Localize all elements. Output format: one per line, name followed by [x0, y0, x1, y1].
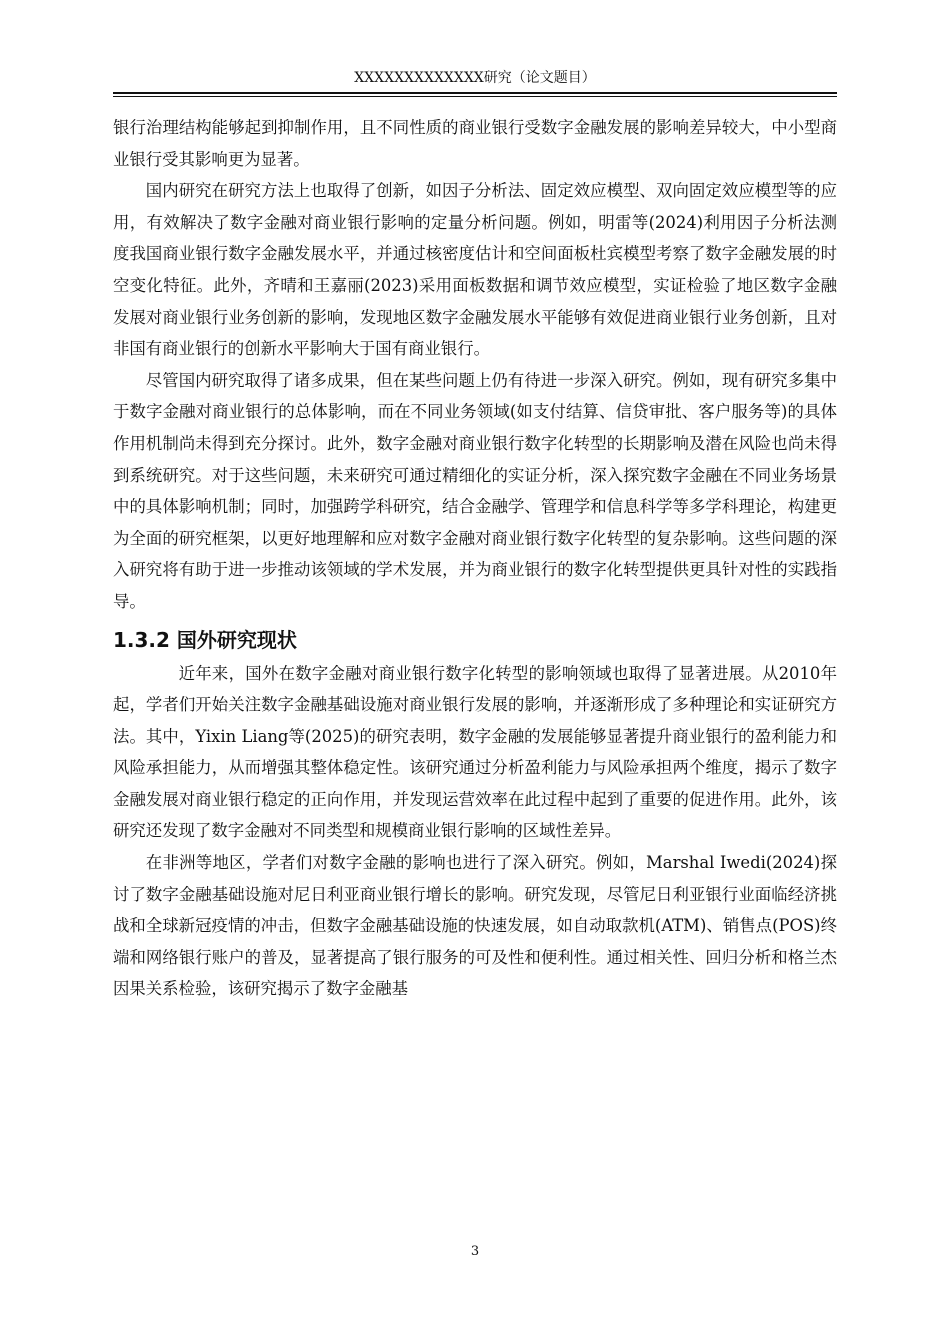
- paragraph-4: 近年来，国外在数字金融对商业银行数字化转型的影响领域也取得了显著进展。从2010年起，学者们开始关注数字金融基础设施对商业银行发展的影响，并逐渐形成了多种理论和实证研究方法。其中，Yixin Liang等(2025)的研究表明，数字金融的发展能够显著提升商业银行的盈利能力和风险承担能力，从而增强其整体稳定性。该研究通过分析盈利能力与风险承担两个维度，揭示了数字金融发展对商业银行稳定的正向作用，并发现运营效率在此过程中起到了重要的促进作用。此外，该研究还发现了数字金融对不同类型和规模商业银行影响的区域性差异。: [113, 663, 837, 841]
- paragraph-3: 尽管国内研究取得了诸多成果，但在某些问题上仍有待进一步深入研究。例如，现有研究多集中于数字金融对商业银行的总体影响，而在不同业务领域(如支付结算、信贷审批、客户服务等)的具体作用机制尚未得到充分探讨。此外，数字金融对商业银行数字化转型的长期影响及潜在风险也尚未得到系统研究。对于这些问题，未来研究可通过精细化的实证分析，深入探究数字金融在不同业务场景中的具体影响机制；同时，加强跨学科研究，结合金融学、管理学和信息科学等多学科理论，构建更为全面的研究框架，以更好地理解和应对数字金融对商业银行数字化转型的复杂影响。这些问题的深入研究将有助于进一步推动该领域的学术发展，并为商业银行的数字化转型提供更具针对性的实践指导。: [113, 370, 837, 611]
- running-header: XXXXXXXXXXXXX研究（论文题目）: [354, 70, 596, 86]
- paragraph-5: 在非洲等地区，学者们对数字金融的影响也进行了深入研究。例如，Marshal Iwedi(2024)探讨了数字金融基础设施对尼日利亚商业银行增长的影响。研究发现，尽管尼日利亚银行业面临经济挑战和全球新冠疫情的冲击，但数字金融基础设施的快速发展，如自动取款机(ATM)、销售点(POS)终端和网络银行账户的普及，显著提高了银行服务的可及性和便利性。通过相关性、回归分析和格兰杰因果关系检验，该研究揭示了数字金融基: [113, 853, 837, 999]
- header-rule-thick: [113, 92, 837, 94]
- body-text: [113, 112, 837, 1005]
- paragraph-1: 银行治理结构能够起到抑制作用，且不同性质的商业银行受数字金融发展的影响差异较大，中小型商业银行受其影响更为显著。: [113, 118, 837, 169]
- header-rule-thin: [113, 96, 837, 97]
- page-number: 3: [470, 1244, 480, 1259]
- section-heading-1-3-2: 1.3.2 国外研究现状: [113, 627, 297, 652]
- paragraph-2: 国内研究在研究方法上也取得了创新，如因子分析法、固定效应模型、双向固定效应模型等的应用，有效解决了数字金融对商业银行影响的定量分析问题。例如，明雷等(2024)利用因子分析法测度我国商业银行数字金融发展水平，并通过核密度估计和空间面板杜宾模型考察了数字金融发展的时空变化特征。此外，齐晴和王嘉丽(2023)采用面板数据和调节效应模型，实证检验了地区数字金融发展对商业银行业务创新的影响，发现地区数字金融发展水平能够有效促进商业银行业务创新，且对非国有商业银行的创新水平影响大于国有商业银行。: [113, 181, 837, 359]
